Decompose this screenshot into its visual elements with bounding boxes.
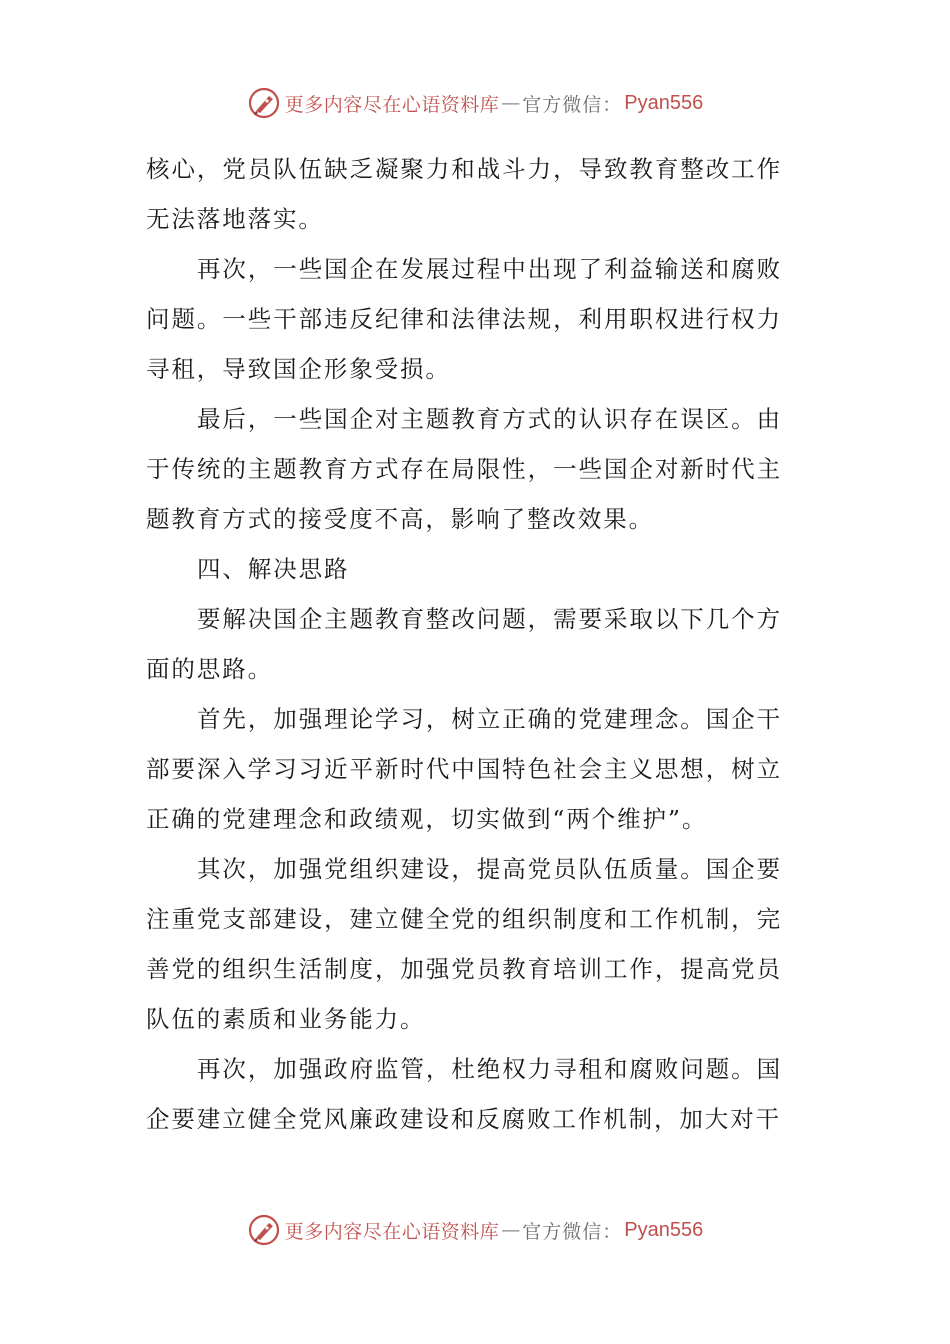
paragraph: 首先，加强理论学习，树立正确的党建理念。国企干部要深入学习习近平新时代中国特色社会主义思想，树立正确的党建理念和政绩观，切实做到“两个维护”。 (146, 705, 782, 833)
pen-nib-circle-icon (247, 86, 281, 120)
section-heading: 四、解决思路 (197, 555, 350, 583)
footer-watermark-banner (0, 1208, 950, 1252)
watermark-text: 更多内容尽在心语资料库 (284, 93, 500, 116)
watermark-account-id: Pyan556 (624, 1218, 704, 1241)
watermark-account-label: 官方微信： (522, 1220, 623, 1243)
paragraph: 再次，加强政府监管，杜绝权力寻租和腐败问题。国企要建立健全党风廉政建设和反腐败工作机制，加大对干 (146, 1055, 782, 1133)
watermark-account-id: Pyan556 (624, 91, 704, 114)
paragraph: 要解决国企主题教育整改问题，需要采取以下几个方面的思路。 (146, 605, 782, 683)
paragraph: 其次，加强党组织建设，提高党员队伍质量。国企要注重党支部建设，建立健全党的组织制度和工作机制，完善党的组织生活制度，加强党员教育培训工作，提高党员队伍的素质和业务能力。 (146, 855, 782, 1033)
watermark-text: 更多内容尽在心语资料库 (284, 1220, 500, 1243)
paragraph: 最后，一些国企对主题教育方式的认识存在误区。由于传统的主题教育方式存在局限性，一些国企对新时代主题教育方式的接受度不高，影响了整改效果。 (146, 405, 782, 533)
pen-nib-circle-icon (247, 1213, 281, 1247)
watermark-separator: — (501, 92, 521, 114)
document-body (146, 144, 782, 1144)
paragraph: 再次，一些国企在发展过程中出现了利益输送和腐败问题。一些干部违反纪律和法律法规，利用职权进行权力寻租，导致国企形象受损。 (146, 255, 782, 383)
watermark-separator: — (501, 1219, 521, 1241)
paragraph-continuation: 核心，党员队伍缺乏凝聚力和战斗力，导致教育整改工作无法落地落实。 (146, 155, 782, 233)
header-watermark-banner (0, 81, 950, 125)
watermark-account-label: 官方微信： (522, 93, 623, 116)
